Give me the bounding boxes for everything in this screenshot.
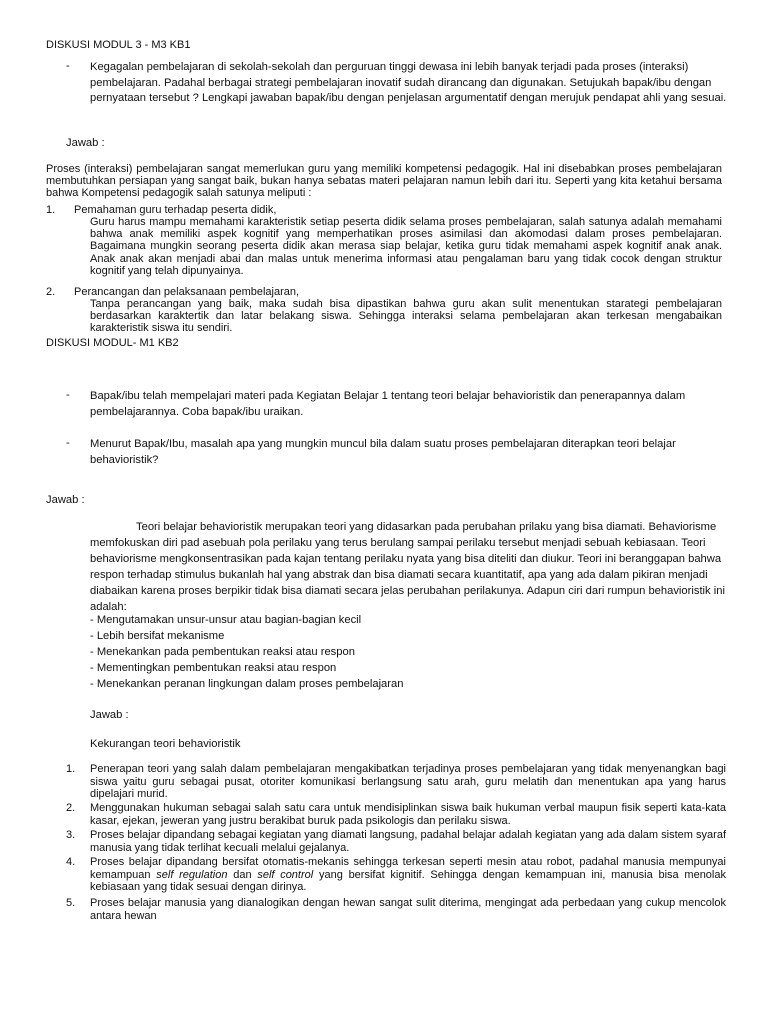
section2-jawab-label-2: Jawab : (90, 709, 129, 721)
list-number: 1. (66, 763, 76, 775)
list-number: 3. (66, 829, 76, 841)
list-item (66, 897, 726, 924)
list-item (66, 829, 726, 856)
item-number: 1. (46, 204, 56, 216)
item-number: 2. (46, 286, 56, 298)
features-list (90, 612, 403, 692)
list-number: 2. (66, 802, 76, 814)
feature-item: - Lebih bersifat mekanisme (90, 630, 225, 642)
section2-answer-1 (90, 519, 726, 615)
section1-intro: Proses (interaksi) pembelajaran sangat memerlukan guru yang memiliki kompetensi pedagogik. Hal ini disebabkan proses pembelajaran membutuhkan persiapan yang sangat baik, bukan hanya sebatas materi pelajaran namun lebih dari itu. Seperti yang kita ketahui bersama bahwa Kompetensi pedagogik salah satunya meliputi : (46, 163, 722, 200)
list-text: Menggunakan hukuman sebagai salah satu cara untuk mendisiplinkan siswa baik hukuman verbal maupun fisik seperti kata-kata kasar, ejekan, jeweran yang justru berakibat buruk pada psikologis dan perilaku siswa. (90, 802, 726, 827)
feature-item: - Mementingkan pembentukan reaksi atau respon (90, 662, 337, 674)
bullet-dash: - (66, 437, 70, 449)
section2-question-1-text: Bapak/ibu telah mempelajari materi pada Kegiatan Belajar 1 tentang teori belajar behavioristik dan penerapannya dalam pembelajarannya. Coba bapak/ibu uraikan. (90, 390, 686, 418)
list-text: Proses belajar dipandang sebagai kegiatan yang diamati langsung, padahal belajar adalah kegiatan yang ada dalam sistem syaraf manusia yang tidak terlihat kecuali melalui gejalanya. (90, 829, 726, 854)
item-body: Guru harus mampu memahami karakteristik setiap peserta didik selama proses pembelajaran, salah satunya adalah memahami bahwa anak memiliki aspek kognitif yang memperhatikan proses asimilasi dan akomodasi dalam proses pembelajaran. Bagaimana mungkin seorang peserta didik akan merasa siap belajar, ketika guru tidak memahami aspek kognitif anak anak. Anak anak akan menjadi abai dan malas untuk menerima informasi atau pengalaman baru yang tidak cocok dengan struktur kognitif yang telah dipunyainya. (90, 216, 722, 277)
section1-jawab-label: Jawab : (66, 137, 105, 149)
list-item (66, 763, 726, 802)
section2-jawab-label-1: Jawab : (46, 494, 85, 506)
list-number: 4. (66, 856, 76, 868)
list-item (66, 856, 726, 897)
feature-item: - Menekankan peranan lingkungan dalam proses pembelajaran (90, 678, 404, 690)
section2-question-2-text: Menurut Bapak/Ibu, masalah apa yang mungkin muncul bila dalam suatu proses pembelajaran diterapkan teori belajar behavioristik? (90, 438, 676, 466)
answer-1-text: Teori belajar behavioristik merupakan teori yang didasarkan pada perubahan prilaku yang bisa diamati. Behaviorisme memfokuskan diri pad asebuah pola perilaku yang terus berulang sampai perilaku tersebut menjadi sebuah kebiasaan. Teori behaviorisme mengkonsentrasikan pada kajan tentang perilaku nyata yang bisa diteliti dan diukur. Teori ini beranggapan bahwa respon terhadap stimulus bukanlah hal yang abstrak dan bisa diamati secara kuantitatif, apa yang ada dalam pikiran menjadi diabaikan karena proses berpikir tidak bisa diamati secara jelas perubahan perilakunya. Adapun ciri dari rumpun behavioristik ini adalah: (90, 521, 725, 613)
list-text: Proses belajar manusia yang dianalogikan dengan hewan sangat sulit diterima, mengingat ada perbedaan yang cukup mencolok antara hewan (90, 897, 726, 922)
item-body: Tanpa perancangan yang baik, maka sudah bisa dipastikan bahwa guru akan sulit menentukan starategi pembelajaran berdasarkan karaktertik dan latar belakang siswa. Sehingga interaksi selama pembelajaran akan terkesan mengabaikan karakteristik siswa itu sendiri. (90, 298, 722, 335)
weakness-title: Kekurangan teori behavioristik (90, 738, 241, 750)
list-text: Penerapan teori yang salah dalam pembelajaran mengakibatkan terjadinya proses pembelajaran yang tidak menyenangkan bagi siswa yaitu guru sebagai pusat, otoriter komunikasi berlangsung satu arah, guru melatih dan menentukan apa yang harus dipelajari murid. (90, 763, 726, 801)
list-text: Proses belajar dipandang bersifat otomatis-mekanis sehingga terkesan seperti mesin atau robot, padahal manusia mempunyai kemampuan self regulation dan self control yang bersifat kignitif. Sehingga dengan kemampuan ini, manusia bisa menolak kebiasaan yang tidak sesuai dengan dirinya. (90, 856, 726, 894)
section2-heading: DISKUSI MODUL- M1 KB2 (46, 337, 179, 349)
feature-item: - Mengutamakan unsur-unsur atau bagian-bagian kecil (90, 614, 362, 626)
item-title: Perancangan dan pelaksanaan pembelajaran, (74, 286, 300, 298)
list-number: 5. (66, 897, 76, 909)
section1-heading: DISKUSI MODUL 3 - M3 KB1 (46, 39, 191, 51)
list-item (66, 802, 726, 829)
bullet-dash: - (66, 60, 70, 72)
section1-question-text: Kegagalan pembelajaran di sekolah-sekolah dan perguruan tinggi dewasa ini lebih banyak terjadi pada proses (interaksi) pembelajaran. Padahal berbagai strategi pembelajaran inovatif sudah dirancang dan digunakan. Setujukah bapak/ibu dengan pernyataan tersebut ? Lengkapi jawaban bapak/ibu dengan penjelasan argumentatif dengan merujuk pendapat ahli yang sesuai. (90, 61, 727, 104)
bullet-dash: - (66, 389, 70, 401)
item-title: Pemahaman guru terhadap peserta didik, (74, 204, 277, 216)
feature-item: - Menekankan pada pembentukan reaksi atau respon (90, 646, 355, 658)
weakness-list (66, 763, 726, 924)
